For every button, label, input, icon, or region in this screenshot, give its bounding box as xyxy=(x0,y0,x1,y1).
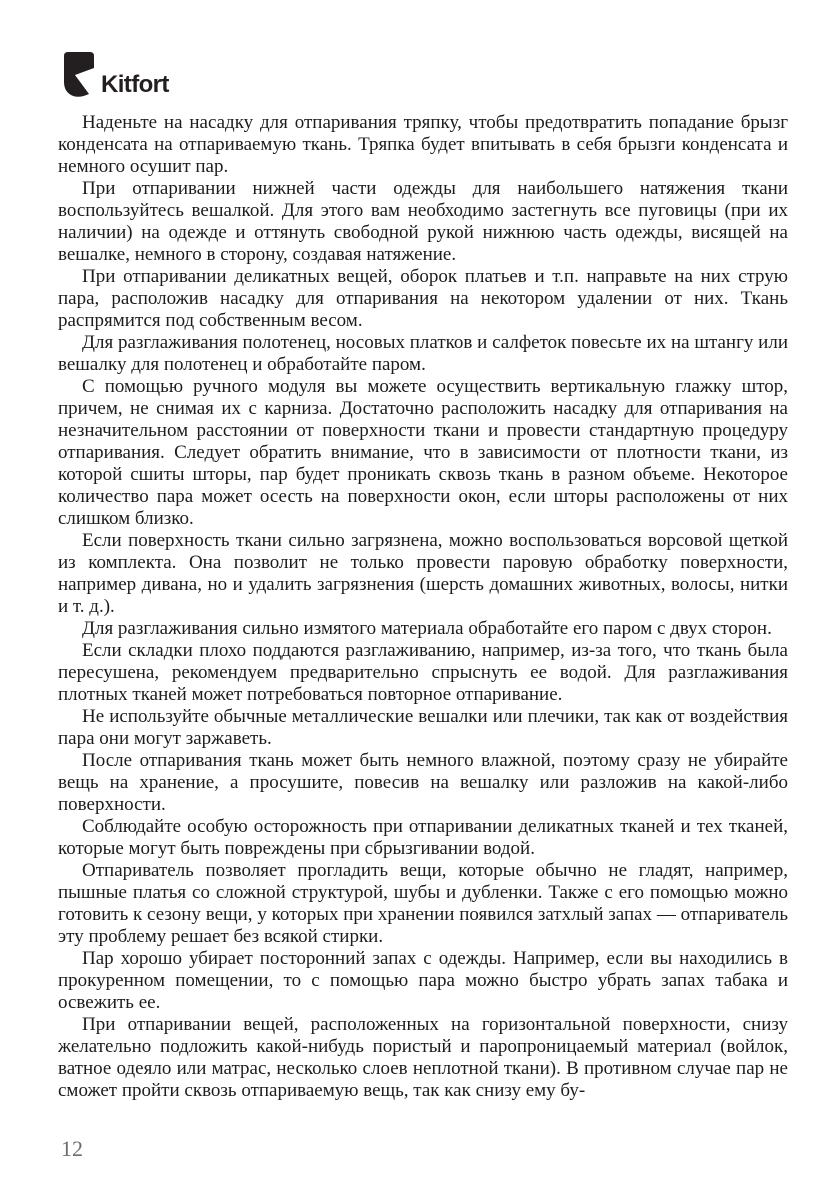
paragraph: Пар хорошо убирает посторонний запах с одежды. Например, если вы находились в прокуренном помещении, то с помощью пара можно быстро убрать запах табака и освежить ее. xyxy=(58,948,788,1013)
paragraph: Если складки плохо поддаются разглаживанию, например, из-за того, что ткань была пересушена, рекомендуем предварительно спрыснуть ее водой. Для разглаживания плотных тканей может потребоваться повторное отпаривание. xyxy=(58,640,788,705)
paragraph: При отпаривании нижней части одежды для наибольшего натяжения ткани воспользуйтесь вешалкой. Для этого вам необходимо застегнуть все пуговицы (при их наличии) на одежде и оттянуть свободной рукой нижнюю часть одежды, висящей на вешалке, немного в сторону, создавая натяжение. xyxy=(58,178,788,265)
page-number: 12 xyxy=(61,1136,83,1161)
paragraph: Если поверхность ткани сильно загрязнена, можно воспользоваться ворсовой щеткой из комплекта. Она позволит не только провести паровую обработку поверхности, например дивана, но и удалить загрязнения (шерсть домашних животных, волосы, нитки и т. д.). xyxy=(58,530,788,617)
paragraph: Отпариватель позволяет прогладить вещи, которые обычно не гладят, например, пышные платья со сложной структурой, шубы и дубленки. Также с его помощью можно готовить к сезону вещи, у которых при хранении появился затхлый запах — отпариватель эту проблему решает без всякой стирки. xyxy=(58,860,788,947)
brand-wordmark: Kitfort xyxy=(101,71,169,98)
paragraph: Соблюдайте особую осторожность при отпаривании деликатных тканей и тех тканей, которые могут быть повреждены при сбрызгивании водой. xyxy=(58,816,788,859)
paragraph: При отпаривании вещей, расположенных на горизонтальной поверхности, снизу желательно подложить какой-нибудь пористый и паропроницаемый материал (войлок, ватное одеяло или матрас, несколько слоев неплотной ткани). В противном случае пар не сможет пройти сквозь отпариваемую вещь, так как снизу ему бу- xyxy=(58,1014,788,1101)
paragraph: При отпаривании деликатных вещей, оборок платьев и т.п. направьте на них струю пара, расположив насадку для отпаривания на некотором удалении от них. Ткань распрямится под собственным весом. xyxy=(58,266,788,331)
body-text xyxy=(58,112,788,1102)
paragraph: С помощью ручного модуля вы можете осуществить вертикальную глажку штор, причем, не снимая их с карниза. Достаточно расположить насадку для отпаривания на незначительном расстоянии от поверхности ткани и провести стандартную процедуру отпаривания. Следует обратить внимание, что в зависимости от плотности ткани, из которой сшиты шторы, пар будет проникать сквозь ткань в разном объеме. Некоторое количество пара может осесть на поверхности окон, если шторы расположены от них слишком близко. xyxy=(58,376,788,529)
paragraph: После отпаривания ткань может быть немного влажной, поэтому сразу не убирайте вещь на хранение, а просушите, повесив на вешалку или разложив на какой-либо поверхности. xyxy=(58,750,788,815)
kitfort-logo xyxy=(64,52,169,98)
paragraph: Для разглаживания полотенец, носовых платков и салфеток повесьте их на штангу или вешалку для полотенец и обработайте паром. xyxy=(58,332,788,375)
paragraph: Наденьте на насадку для отпаривания тряпку, чтобы предотвратить попадание брызг конденсата на отпариваемую ткань. Тряпка будет впитывать в себя брызги конденсата и немного осушит пар. xyxy=(58,112,788,177)
paragraph: Для разглаживания сильно измятого материала обработайте его паром с двух сторон. xyxy=(82,618,772,639)
paragraph: Не используйте обычные металлические вешалки или плечики, так как от воздействия пара они могут заржаветь. xyxy=(58,706,788,749)
kitfort-quote-mark-icon xyxy=(64,52,94,98)
